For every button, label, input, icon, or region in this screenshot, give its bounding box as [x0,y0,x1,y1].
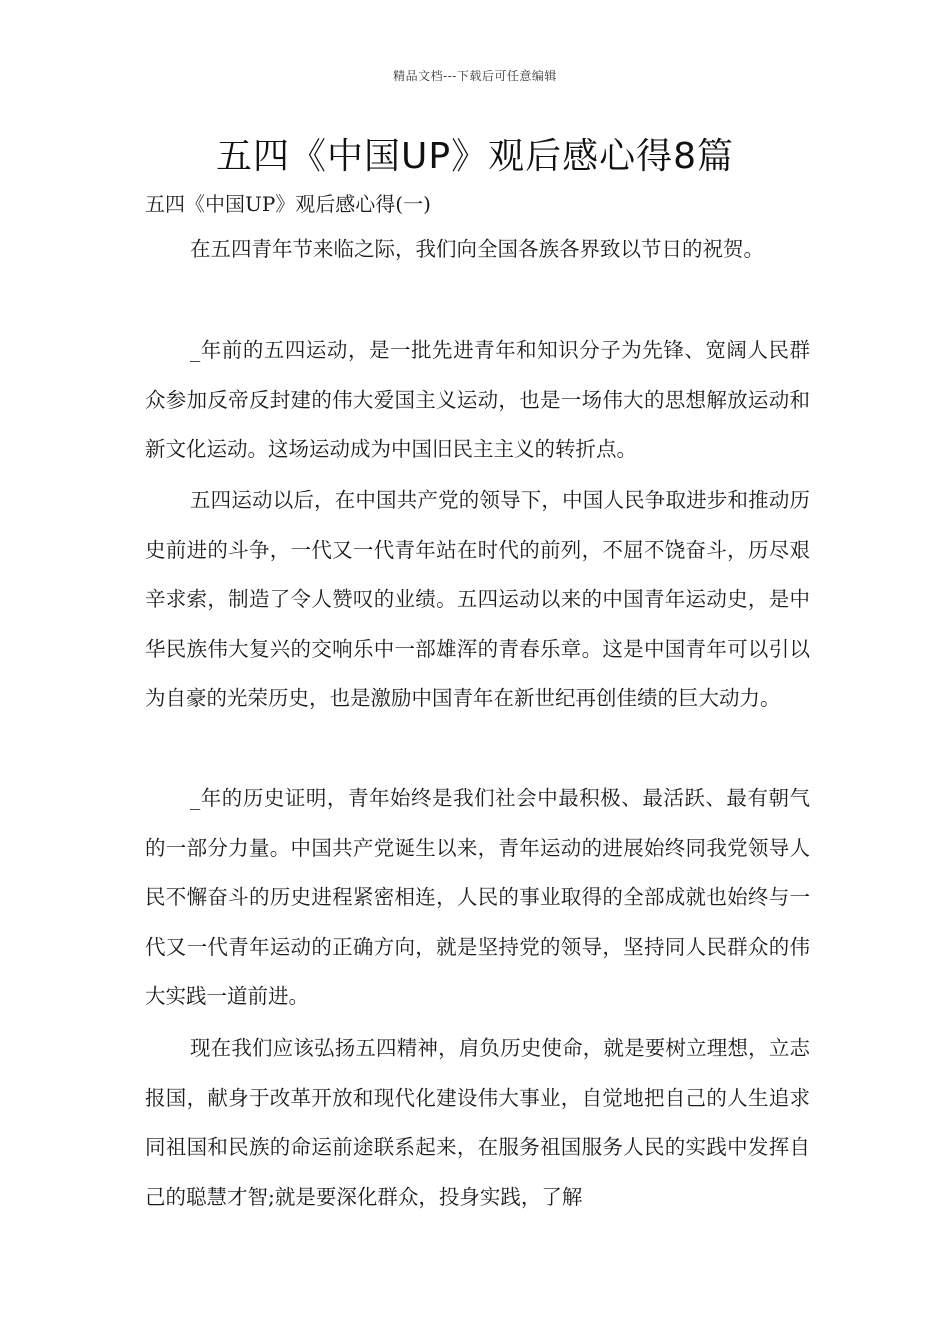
paragraph-4: _年的历史证明，青年始终是我们社会中最积极、最活跃、最有朝气的一部分力量。中国共产党诞生以来，青年运动的进展始终同我党领导人民不懈奋斗的历史进程紧密相连，人民的事业取得的全部成就也始终与一代又一代青年运动的正确方向，就是坚持党的领导，坚持同人民群众的伟大实践一道前进。 [145,786,810,1008]
document-title: 五四《中国UP》观后感心得8篇 [216,136,734,177]
paragraph-1: 在五四青年节来临之际，我们向全国各族各界致以节日的祝贺。 [190,237,764,261]
paragraph-3: 五四运动以后，在中国共产党的领导下，中国人民争取进步和推动历史前进的斗争，一代又一代青年站在时代的前列，不屈不饶奋斗，历尽艰辛求索，制造了令人赞叹的业绩。五四运动以来的中国青年运动史，是中华民族伟大复兴的交响乐中一部雄浑的青春乐章。这是中国青年可以引以为自豪的光荣历史，也是激励中国青年在新世纪再创佳绩的巨大动力。 [145,488,810,710]
paragraph-2: _年前的五四运动，是一批先进青年和知识分子为先锋、宽阔人民群众参加反帝反封建的伟大爱国主义运动，也是一场伟大的思想解放运动和新文化运动。这场运动成为中国旧民主主义的转折点。 [145,338,810,461]
page-header-note: 精品文档---下载后可任意编辑 [393,69,557,83]
section-heading: 五四《中国UP》观后感心得(一) [145,192,431,216]
paragraph-5: 现在我们应该弘扬五四精神，肩负历史使命，就是要树立理想，立志报国，献身于改革开放和现代化建设伟大事业，自觉地把自己的人生追求同祖国和民族的命运前途联系起来，在服务祖国服务人民的实践中发挥自己的聪慧才智;就是要深化群众，投身实践，了解 [145,1036,810,1209]
